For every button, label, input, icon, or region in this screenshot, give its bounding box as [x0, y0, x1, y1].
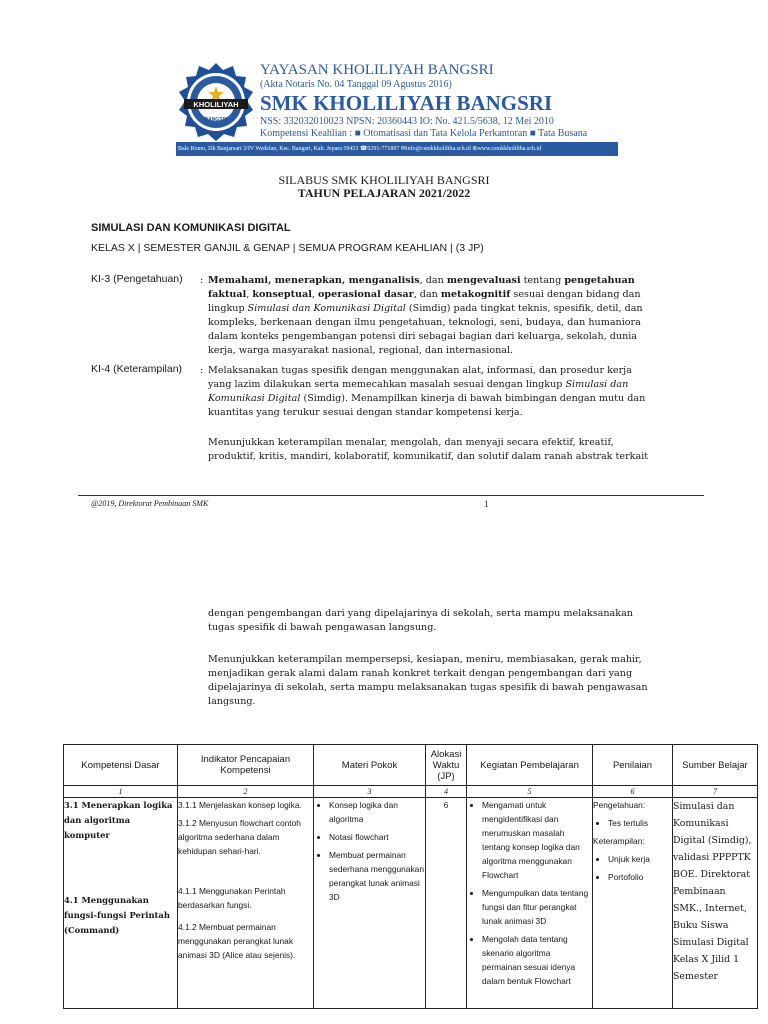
footer-copyright: @2019, Direktorat Pembinaan SMK	[91, 499, 209, 508]
academic-year: TAHUN PELAJARAN 2021/2022	[297, 186, 471, 200]
text-run: (Simdig). Menampilkan kinerja di bawah bimbingan dengan mutu dan	[300, 393, 646, 404]
text-run: faktual	[208, 289, 247, 300]
materi-item: • Notasi flowchart	[329, 830, 425, 844]
text-run: Melaksanakan tugas spesifik dengan menggunakan alat, informasi, dan prosedur kerja	[208, 365, 632, 376]
sumber-belajar-text: Simulasi dan Komunikasi Digital (Simdig), validasi PPPPTK BOE. Direktorat Pembinaan SMK., Internet, Buku Siswa Simulasi Digital Kelas X Jilid 1 Semester	[673, 801, 752, 982]
text-run: mengevaluasi	[446, 275, 521, 286]
text-run: (Simdig) pada tingkat teknis, spesifik, detil, dan	[405, 303, 643, 314]
description-line	[208, 288, 643, 302]
column-number: 7	[673, 786, 758, 798]
school-logo	[176, 62, 256, 142]
description-line	[208, 274, 643, 288]
text-run: Simulasi dan Komunikasi Digital	[247, 303, 406, 314]
text-run: metakognitif	[440, 289, 511, 300]
ki4-para2-line: Menunjukkan keterampilan menalar, mengolah, dan menyaji secara efektif, kreatif,	[208, 437, 614, 448]
address-bar: Bale Romo, Dk Banjarsari 3/IV Wedelan, Kec. Bangsri, Kab. Jepara 59453 ☎0291-771897 ✉info@csmkkholiliba.sch.id ⊕www.csmkkholiliba.sch.id	[176, 142, 618, 156]
footer-rule	[78, 495, 704, 496]
description-line	[208, 330, 643, 344]
materi-list	[314, 798, 425, 904]
table-row	[64, 798, 758, 1009]
ki4-para2-line: produktif, kritis, mandiri, kolaboratif, komunikatif, dan solutif dalam ranah abstrak terkait	[208, 451, 649, 462]
kd-4-1: 4.1 Menggunakan fungsi-fungsi Perintah (Command)	[64, 895, 170, 935]
description-line	[208, 316, 643, 330]
table-header-row	[64, 745, 758, 786]
column-number-row	[64, 786, 758, 798]
column-number: 1	[64, 786, 178, 798]
notary-info: (Akta Notaris No. 04 Tanggal 09 Agustus 2016)	[260, 79, 452, 90]
page2-line: tugas spesifik di bawah pengawasan langsung.	[208, 622, 437, 633]
class-info: KELAS X | SEMESTER GANJIL & GENAP | SEMUA PROGRAM KEAHLIAN | (3 JP)	[91, 242, 484, 254]
syllabus-title: SILABUS SMK KHOLILIYAH BANGSRI	[278, 173, 490, 187]
materi-item: • Membuat permainan sederhana menggunakan perangkat lunak animasi 3D	[329, 848, 425, 904]
text-run: konseptual	[252, 289, 312, 300]
header-sumber-belajar: Sumber Belajar	[673, 745, 758, 786]
ki3-colon: :	[200, 275, 204, 286]
description-line	[208, 344, 643, 358]
kompetensi-dasar-cell	[64, 798, 178, 1009]
indikator-item: 3.1.2 Menyusun flowchart contoh algoritma sederhana dalam kehidupan sehari-hari.	[178, 818, 301, 856]
text-run: kompleks, berkenaan dengan ilmu pengetahuan, teknologi, seni, budaya, dan humaniora	[208, 317, 641, 328]
header-materi-pokok: Materi Pokok	[314, 745, 426, 786]
text-run: tentang	[520, 275, 565, 286]
school-name: SMK KHOLILIYAH BANGSRI	[260, 91, 553, 115]
column-number: 2	[178, 786, 314, 798]
column-number: 4	[426, 786, 467, 798]
penilaian-item: • Unjuk kerja	[608, 852, 672, 866]
ki4-label: KI-4 (Keterampilan)	[91, 363, 183, 375]
pengetahuan-list	[593, 816, 672, 830]
kd-3-1: 3.1 Menerapkan logika dan algoritma komputer	[64, 800, 173, 840]
header-indikator: Indikator Pencapaian Kompetensi	[178, 745, 314, 786]
indikator-item: 4.1.2 Membuat permainan menggunakan perangkat lunak animasi 3D (Alice atau sejenis).	[178, 922, 296, 960]
page2-line: dengan pengembangan dari yang dipelajarinya di sekolah, serta mampu melaksanakan	[208, 608, 633, 619]
keterampilan-list	[593, 852, 672, 884]
letterhead	[176, 62, 618, 158]
alokasi-value: 6	[443, 800, 449, 810]
text-run: lingkup	[208, 303, 248, 314]
page2-line: Menunjukkan keterampilan mempersepsi, kesiapan, meniru, membiasakan, gerak mahir,	[208, 654, 642, 665]
materi-pokok-cell	[314, 798, 426, 1009]
text-run: ,	[246, 289, 253, 300]
page2-paragraph-1	[208, 607, 633, 635]
description-line	[208, 406, 645, 420]
indikator-item: 4.1.1 Menggunakan Perintah berdasarkan fungsi.	[178, 886, 286, 910]
ki4-colon: :	[200, 365, 204, 376]
text-run: yang lazim dilakukan serta memecahkan masalah sesuai dengan lingkup	[208, 379, 566, 390]
syllabus-table	[63, 744, 758, 1009]
kegiatan-item: • Mengumpulkan data tentang fungsi dan fitur perangkat lunak animasi 3D	[482, 886, 592, 928]
text-run: kerja, warga masyarakat nasional, regional, dan internasional.	[208, 345, 514, 356]
description-line	[208, 302, 643, 316]
page2-paragraph-2	[208, 653, 648, 709]
kegiatan-list	[467, 798, 592, 988]
logo-subtext: BANGSRI	[204, 117, 228, 123]
ki3-description	[208, 274, 643, 358]
description-line	[208, 392, 645, 406]
text-run: ,	[311, 289, 318, 300]
text-run: , dan	[413, 289, 441, 300]
text-run: kuantitas yang terukur sesuai dengan standar kompetensi kerja.	[208, 407, 523, 418]
column-number: 6	[593, 786, 673, 798]
subject-title: SIMULASI DAN KOMUNIKASI DIGITAL	[91, 222, 291, 234]
page2-line: dipelajarinya di sekolah, serta mampu melaksanakan tugas spesifik di bawah pengawasan	[208, 682, 648, 693]
penilaian-cell	[593, 798, 673, 1009]
competency-info: Kompetensi Keahlian : ■ Otomatisasi dan Tata Kelola Perkantoran ■ Tata Busana	[260, 128, 588, 139]
ki4-description	[208, 364, 645, 420]
text-run: Memahami, menerapkan, menganalisis	[208, 275, 420, 286]
description-line	[208, 364, 645, 378]
column-number: 3	[314, 786, 426, 798]
kegiatan-item: • Mengolah data tentang skenario algoritma permainan sesuai idenya dalam bentuk Flowchart	[482, 932, 592, 988]
text-run: Simulasi dan	[565, 379, 629, 390]
ki3-label: KI-3 (Pengetahuan)	[91, 273, 183, 285]
text-run: dalam konteks pengembangan potensi diri sebagai bagian dari keluarga, sekolah, dunia	[208, 331, 638, 342]
school-registration: NSS: 332032010023 NPSN: 20360443 IO: No. 421.5/5638, 12 Mei 2010	[260, 116, 554, 127]
materi-item: • Konsep logika dan algoritma	[329, 798, 425, 826]
foundation-name: YAYASAN KHOLILIYAH BANGSRI	[260, 62, 494, 78]
indikator-item: 3.1.1 Menjelaskan konsep logika.	[178, 800, 302, 810]
column-number: 5	[467, 786, 593, 798]
text-run: operasional dasar	[318, 289, 414, 300]
ki4-paragraph-2	[208, 436, 648, 464]
header-kompetensi-dasar: Kompetensi Dasar	[64, 745, 178, 786]
text-run: Komunikasi Digital	[208, 393, 301, 404]
text-run: pengetahuan	[564, 275, 635, 286]
logo-name: KHOLILIYAH	[193, 100, 239, 109]
penilaian-item: • Tes tertulis	[608, 816, 672, 830]
penilaian-item: • Portofolio	[608, 870, 672, 884]
header-kegiatan: Kegiatan Pembelajaran	[467, 745, 593, 786]
text-run: sesuai dengan bidang dan	[510, 289, 641, 300]
header-alokasi-waktu: Alokasi Waktu (JP)	[426, 745, 467, 786]
indikator-cell	[178, 798, 314, 1009]
page-number: 1	[484, 499, 489, 509]
penilaian-keterampilan-label: Keterampilan:	[593, 836, 645, 846]
page2-line: menjadikan gerak alami dalam ranah konkret terkait dengan pengembangan dari yang	[208, 668, 633, 679]
penilaian-pengetahuan-label: Pengetahuan:	[593, 800, 646, 810]
text-run: , dan	[419, 275, 447, 286]
sumber-belajar-cell	[673, 798, 758, 1009]
alokasi-cell	[426, 798, 467, 1009]
kegiatan-cell	[467, 798, 593, 1009]
page2-line: langsung.	[208, 696, 256, 707]
kegiatan-item: • Mengamati untuk mengidentifikasi dan merumuskan masalah tentang konsep logika dan algoritma menggunakan Flowchart	[482, 798, 592, 882]
header-penilaian: Penilaian	[593, 745, 673, 786]
description-line	[208, 378, 645, 392]
